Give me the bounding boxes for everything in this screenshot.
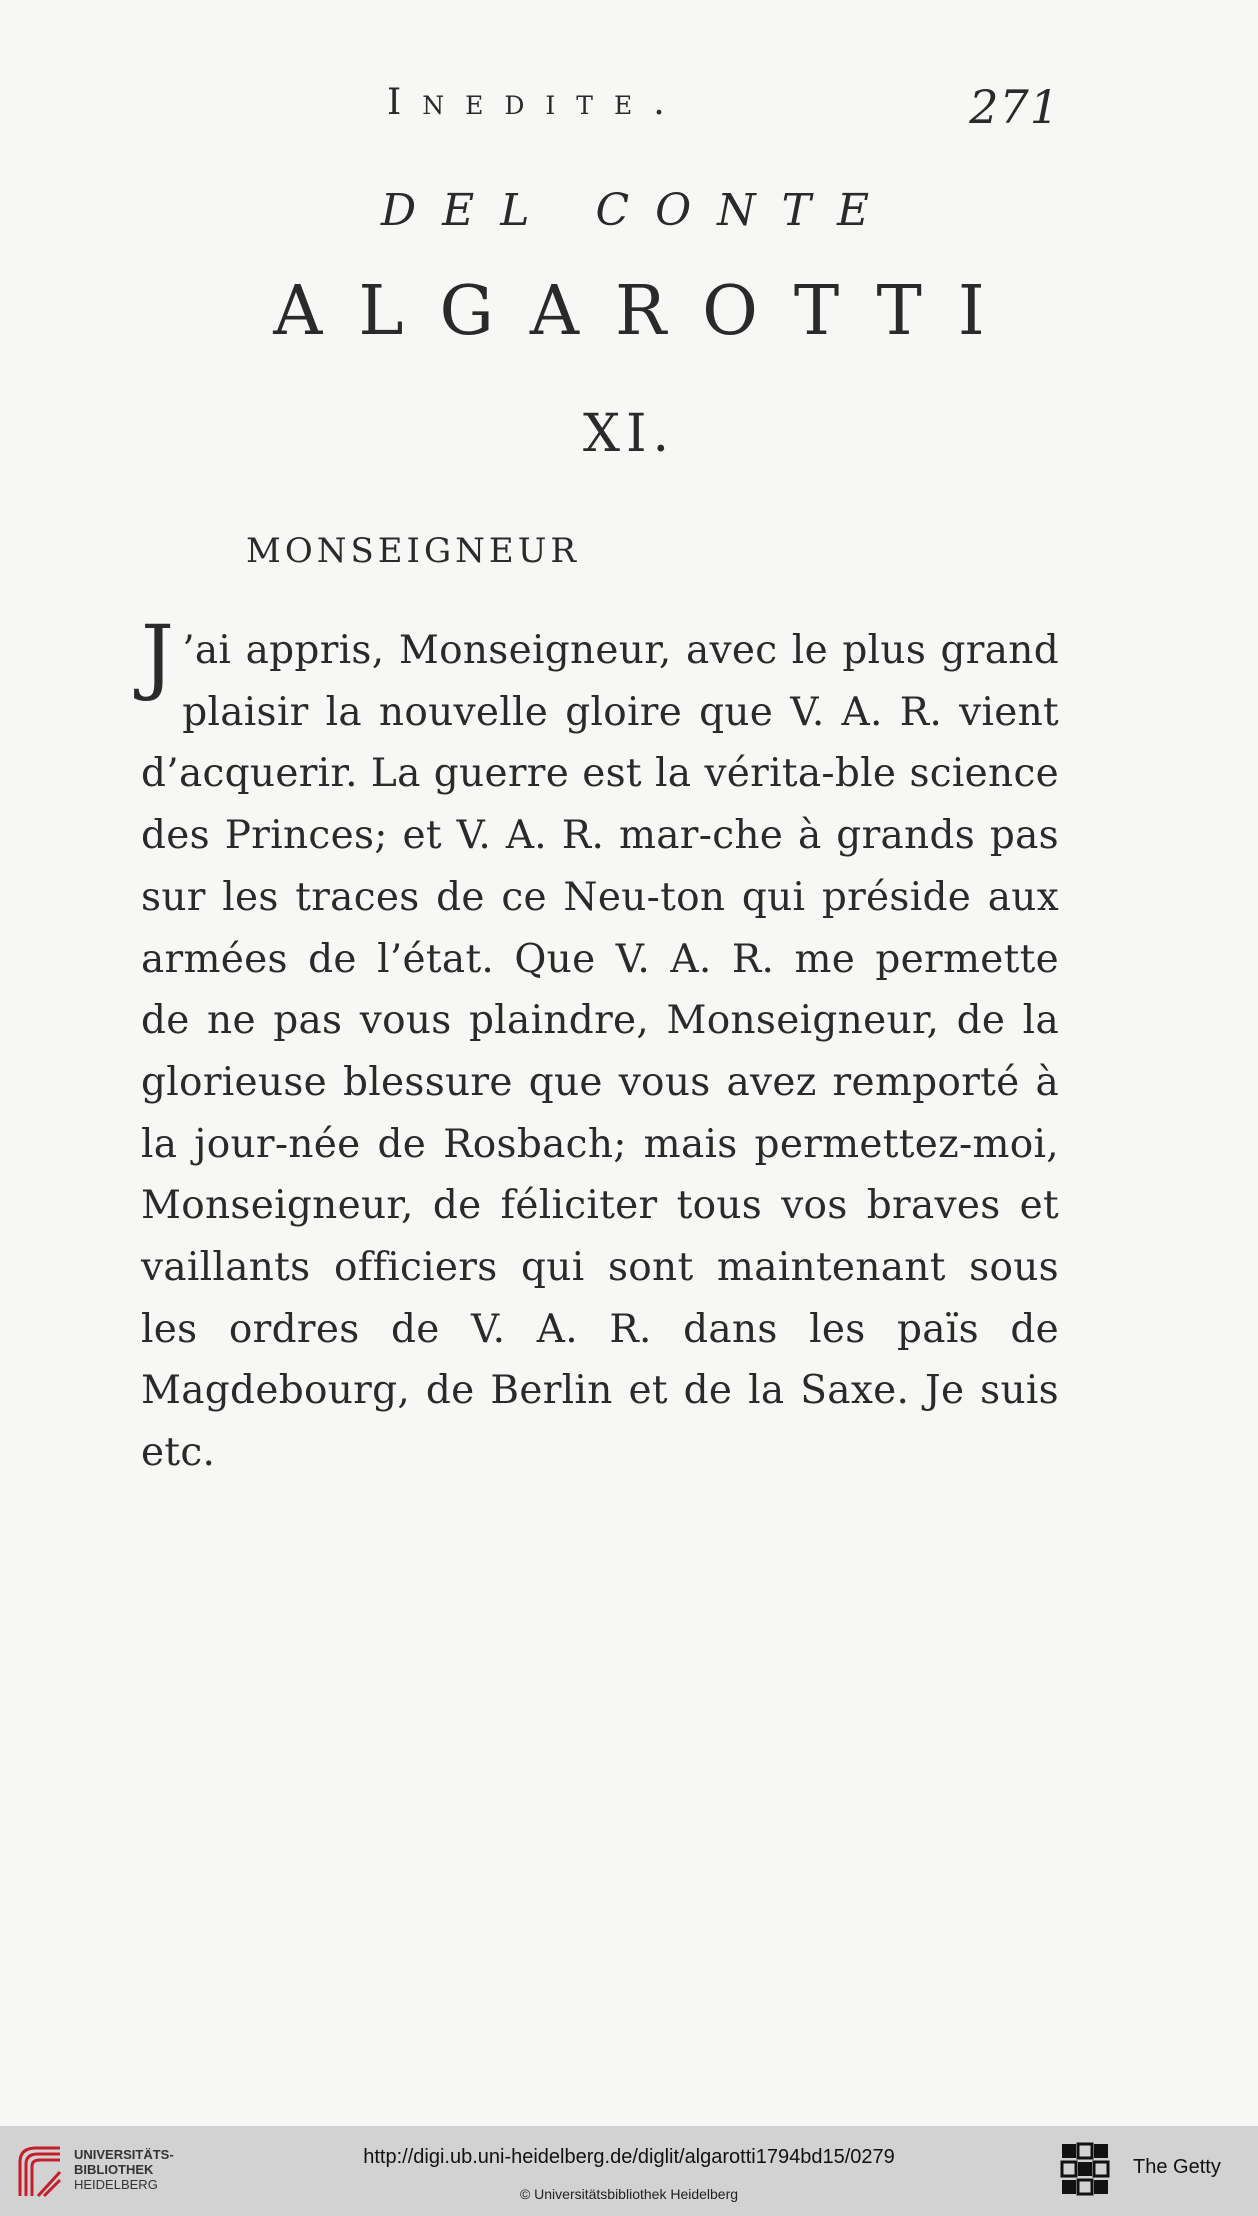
library-name-line: HEIDELBERG bbox=[74, 2177, 158, 2192]
letter-subhead: DEL CONTE bbox=[380, 185, 896, 236]
copyright-notice: © Universitätsbibliothek Heidelberg bbox=[519, 2186, 739, 2202]
footer-bar bbox=[0, 2126, 1258, 2216]
salutation: MONSEIGNEUR bbox=[246, 531, 580, 571]
page-number: 271 bbox=[969, 80, 1060, 134]
letter-body-text: ’ai appris, Monseigneur, avec le plus grand plaisir la nouvelle gloire que V. A. R. vient d’acquerir. La guerre est la vérita-ble science des Princes; et V. A. R. mar-che à grands pas sur les traces de ce Neu-ton qui préside aux armées de l’état. Que V. A. R. me permette de ne pas vous plaindre, Monseigneur, de la glorieuse blessure que vous avez remporté à la jour-née de Rosbach; mais permettez-moi, Monseigneur, de féliciter tous vos braves et vaillants officiers qui sont maintenant sous les ordres de V. A. R. dans les païs de Magdebourg, de Berlin et de la Saxe. Je suis etc. bbox=[141, 628, 1059, 1476]
library-name-line: UNIVERSITÄTS- bbox=[74, 2147, 174, 2162]
running-head: Inedite. bbox=[387, 82, 686, 123]
getty-logo-icon[interactable] bbox=[1060, 2140, 1110, 2200]
permalink-url[interactable]: http://digi.ub.uni-heidelberg.de/diglit/algarotti1794bd15/0279 bbox=[363, 2146, 895, 2168]
letter-body bbox=[141, 609, 1059, 1484]
library-name-line: BIBLIOTHEK bbox=[74, 2162, 154, 2177]
drop-cap: J bbox=[141, 609, 175, 704]
letter-author-title: ALGAROTTI bbox=[273, 272, 1021, 351]
partner-name[interactable]: The Getty bbox=[1133, 2156, 1221, 2178]
letter-number: XI. bbox=[582, 404, 676, 464]
